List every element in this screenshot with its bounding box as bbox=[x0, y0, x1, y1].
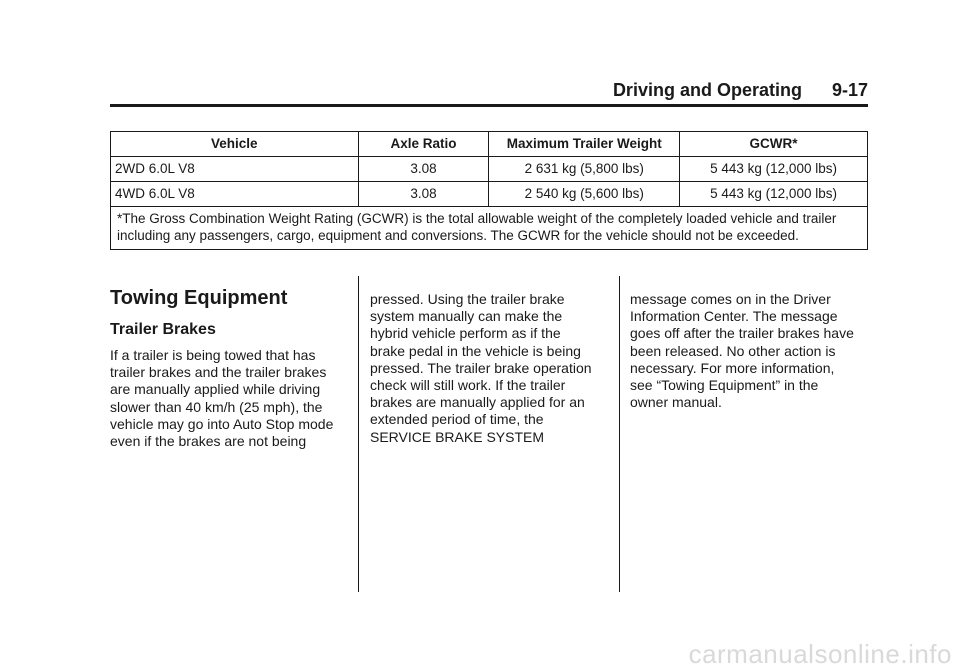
column-divider-1 bbox=[358, 276, 359, 592]
subsection-title: Trailer Brakes bbox=[110, 321, 216, 338]
page-header bbox=[110, 78, 868, 107]
column-header-gcwr: GCWR* bbox=[680, 132, 868, 157]
table-footnote-row bbox=[111, 207, 868, 250]
body-paragraph-1: If a trailer is being towed that has trailer brakes and the trailer brakes are manually applied while driving slower than 40 km/h (25 mph), the vehicle may go into Auto Stop mode even if the brakes are not being bbox=[110, 347, 334, 450]
table-footnote: *The Gross Combination Weight Rating (GCWR) is the total allowable weight of the completely loaded vehicle and trailer including any passengers, cargo, equipment and conversions. The GCWR for the vehicle should not be exceeded. bbox=[111, 207, 868, 250]
table-cell-max-trailer-weight: 2 540 kg (5,600 lbs) bbox=[489, 182, 680, 207]
column-header-axle-ratio: Axle Ratio bbox=[358, 132, 489, 157]
table-cell-max-trailer-weight: 2 631 kg (5,800 lbs) bbox=[489, 157, 680, 182]
table-cell-axle-ratio: 3.08 bbox=[358, 157, 489, 182]
section-title: Towing Equipment bbox=[110, 287, 288, 309]
header-text bbox=[613, 80, 868, 101]
table-header-row bbox=[111, 132, 868, 157]
text-column-1 bbox=[110, 286, 346, 450]
watermark: carmanualsonline.info bbox=[688, 639, 952, 669]
table-cell-gcwr: 5 443 kg (12,000 lbs) bbox=[680, 182, 868, 207]
body-paragraph-2: pressed. Using the trailer brake system manually can make the hybrid vehicle perform as if the brake pedal in the vehicle is being pressed. The trailer brake operation check will still work. If the trailer brakes are manually applied for an extended period of time, the SERVICE BRAKE SYSTEM bbox=[370, 291, 592, 445]
table-cell-gcwr: 5 443 kg (12,000 lbs) bbox=[680, 157, 868, 182]
body-paragraph-3: message comes on in the Driver Information Center. The message goes off after the trailer brakes have been released. No other action is necessary. For more information, see “Towing Equipment” in the owner manual. bbox=[630, 291, 854, 411]
table-cell-vehicle: 4WD 6.0L V8 bbox=[111, 182, 359, 207]
text-column-2 bbox=[370, 291, 606, 446]
header-section-title: Driving and Operating bbox=[612, 80, 802, 100]
column-header-vehicle: Vehicle bbox=[111, 132, 359, 157]
table-row bbox=[111, 157, 868, 182]
table-cell-vehicle: 2WD 6.0L V8 bbox=[111, 157, 359, 182]
trailer-weight-table bbox=[110, 131, 868, 250]
column-divider-2 bbox=[619, 276, 620, 592]
table-cell-axle-ratio: 3.08 bbox=[358, 182, 489, 207]
page-number: 9-17 bbox=[831, 80, 868, 100]
table-row bbox=[111, 182, 868, 207]
column-header-max-trailer-weight: Maximum Trailer Weight bbox=[489, 132, 680, 157]
text-column-3 bbox=[630, 291, 866, 411]
